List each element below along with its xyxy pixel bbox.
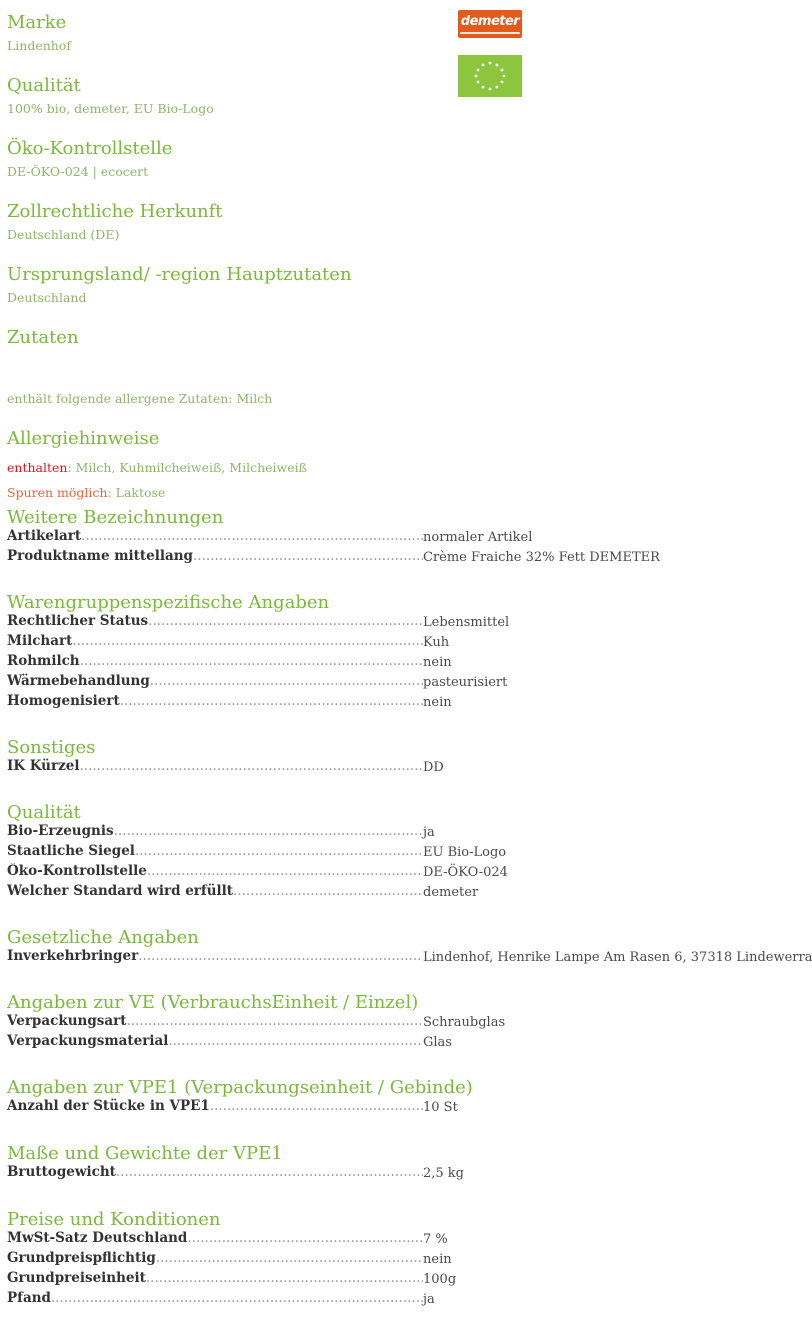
info-heading: Zutaten	[7, 327, 79, 348]
section-warengruppen	[7, 593, 812, 713]
allergy-heading: Allergiehinweise	[7, 428, 160, 449]
allergy-traces-label: Spuren möglich	[7, 485, 108, 500]
row-label: Bruttogewicht .....	[7, 1164, 423, 1180]
row-value: Glas	[423, 1035, 452, 1050]
allergy-contains-value: : Milch, Kuhmilcheiweiß, Milcheiweiß	[67, 460, 307, 475]
row-value: Schraubglas	[423, 1015, 506, 1030]
row-value: Crème Fraiche 32% Fett DEMETER	[423, 550, 660, 565]
info-zutaten	[7, 327, 79, 349]
section-sonstiges	[7, 738, 812, 778]
allergy-contains-label: enthalten	[7, 460, 68, 475]
table-row	[7, 1164, 812, 1184]
table-row	[7, 673, 812, 693]
table-row	[7, 1013, 812, 1033]
info-value: Deutschland	[7, 290, 87, 305]
section-title: Warengruppenspezifische Angaben	[7, 592, 330, 613]
section-gesetzliche-angaben	[7, 928, 812, 968]
section-title: Preise und Konditionen	[7, 1209, 221, 1230]
row-label: Verpackungsart .....	[7, 1013, 423, 1029]
demeter-logo-icon	[458, 10, 522, 38]
row-label: Pfand .....	[7, 1290, 423, 1306]
table-row	[7, 948, 812, 968]
row-label: Rohmilch .....	[7, 653, 423, 669]
table-row	[7, 823, 812, 843]
info-heading: Öko-Kontrollstelle	[7, 138, 173, 159]
row-value: nein	[423, 655, 452, 670]
row-label: Staatliche Siegel .....	[7, 843, 423, 859]
section-masse-gewichte	[7, 1144, 812, 1184]
row-value: demeter	[423, 885, 479, 900]
row-value: ja	[423, 825, 435, 840]
section-title: Angaben zur VPE1 (Verpackungseinheit / Gebinde)	[7, 1077, 473, 1098]
table-row	[7, 1270, 812, 1290]
table-row	[7, 633, 812, 653]
info-heading: Ursprungsland/ -region Hauptzutaten	[7, 264, 352, 285]
row-value: DE-ÖKO-024	[423, 865, 508, 880]
table-row	[7, 613, 812, 633]
row-value: 100g	[423, 1272, 457, 1287]
row-label: Anzahl der Stücke in VPE1 .....	[7, 1098, 423, 1114]
row-value: ja	[423, 1292, 435, 1307]
table-row	[7, 693, 812, 713]
row-value: Lebensmittel	[423, 615, 510, 630]
row-label: Produktname mittellang .....	[7, 548, 423, 564]
table-row	[7, 1033, 812, 1053]
section-title: Qualität	[7, 802, 81, 823]
allergy-traces	[7, 485, 165, 500]
table-row	[7, 758, 812, 778]
section-angaben-ve	[7, 993, 812, 1053]
section-title: Maße und Gewichte der VPE1	[7, 1143, 283, 1164]
row-label: Artikelart .....	[7, 528, 423, 544]
row-label: Homogenisiert .....	[7, 693, 423, 709]
row-value: nein	[423, 695, 452, 710]
section-title: Angaben zur VE (VerbrauchsEinheit / Einzel)	[7, 992, 419, 1013]
row-label: Grundpreiseinheit .....	[7, 1270, 423, 1286]
info-herkunft	[7, 201, 223, 243]
row-label: Wärmebehandlung .....	[7, 673, 423, 689]
row-label: Milchart .....	[7, 633, 423, 649]
allergy-contains	[7, 460, 307, 475]
section-qualitaet	[7, 803, 812, 903]
table-row	[7, 843, 812, 863]
section-title: Gesetzliche Angaben	[7, 927, 199, 948]
table-row	[7, 1098, 812, 1118]
zutaten-text: enthält folgende allergene Zutaten: Milch	[7, 391, 273, 406]
row-label: MwSt-Satz Deutschland .....	[7, 1230, 423, 1246]
info-value: 100% bio, demeter, EU Bio-Logo	[7, 101, 214, 116]
table-row	[7, 863, 812, 883]
info-value: Deutschland (DE)	[7, 227, 120, 242]
table-row	[7, 1290, 812, 1310]
table-row	[7, 883, 812, 903]
row-label: Inverkehrbringer .....	[7, 948, 423, 964]
row-value: 2,5 kg	[423, 1166, 465, 1181]
row-value: DD	[423, 760, 444, 775]
info-value: DE-ÖKO-024 | ecocert	[7, 164, 149, 179]
row-label: Rechtlicher Status .....	[7, 613, 423, 629]
row-value: Lindenhof, Henrike Lampe Am Rasen 6, 37318 Lindewerra	[423, 950, 812, 965]
info-marke	[7, 12, 71, 54]
info-value: Lindenhof	[7, 38, 72, 53]
section-title: Weitere Bezeichnungen	[7, 507, 224, 528]
info-ursprungsland	[7, 264, 352, 306]
row-label: Öko-Kontrollstelle .....	[7, 863, 423, 879]
allergy-traces-value: : Laktose	[107, 485, 166, 500]
row-value: 10 St	[423, 1100, 458, 1115]
row-label: Grundpreispflichtig .....	[7, 1250, 423, 1266]
table-row	[7, 528, 812, 548]
info-heading: Zollrechtliche Herkunft	[7, 201, 223, 222]
row-value: normaler Artikel	[423, 530, 533, 545]
row-label: IK Kürzel .....	[7, 758, 423, 774]
table-row	[7, 1230, 812, 1250]
allergy-block	[7, 428, 159, 450]
table-row	[7, 1250, 812, 1270]
section-title: Sonstiges	[7, 737, 96, 758]
table-row	[7, 653, 812, 673]
section-weitere-bezeichnungen	[7, 508, 812, 568]
eu-organic-logo-icon	[458, 55, 522, 97]
info-heading: Marke	[7, 12, 67, 33]
row-label: Bio-Erzeugnis .....	[7, 823, 423, 839]
info-kontrollstelle	[7, 138, 172, 180]
row-label: Verpackungsmaterial .....	[7, 1033, 423, 1049]
row-label: Welcher Standard wird erfüllt .....	[7, 883, 423, 899]
row-value: Kuh	[423, 635, 450, 650]
demeter-logo-text: demeter	[460, 14, 520, 29]
row-value: EU Bio-Logo	[423, 845, 507, 860]
info-heading: Qualität	[7, 75, 81, 96]
row-value: nein	[423, 1252, 452, 1267]
info-qualitaet	[7, 75, 214, 117]
row-value: 7 %	[423, 1232, 448, 1247]
section-angaben-vpe1	[7, 1078, 812, 1118]
section-preise-konditionen	[7, 1210, 812, 1310]
row-value: pasteurisiert	[423, 675, 508, 690]
table-row	[7, 548, 812, 568]
